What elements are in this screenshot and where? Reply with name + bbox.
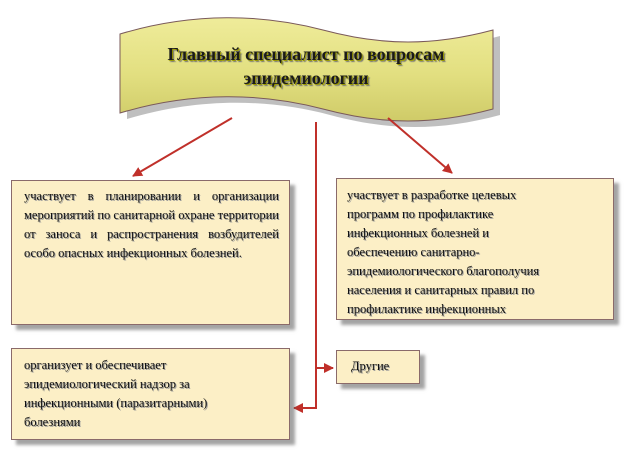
programs-box <box>336 178 614 320</box>
programs-line: населения и санитарных правил по <box>347 283 535 297</box>
title-line-2: эпидемиологии <box>243 68 369 88</box>
other-box <box>336 350 420 384</box>
programs-line: эпидемиологического благополучия <box>347 264 540 278</box>
surveillance-line: организует и обеспечивает <box>24 358 167 372</box>
programs-line: профилактике инфекционных <box>347 302 507 316</box>
surveillance-line: эпидемиологический надзор за <box>24 377 190 391</box>
programs-line: обеспечению санитарно- <box>347 245 480 259</box>
programs-line: инфекционных болезней и <box>347 226 489 240</box>
surveillance-box <box>11 348 290 440</box>
programs-line: программ по профилактике <box>347 207 494 221</box>
surveillance-line: болезнями <box>24 415 81 429</box>
connector-to-planning <box>133 118 232 176</box>
planning-box <box>11 180 290 325</box>
surveillance-line: инфекционными (паразитарными) <box>24 396 208 410</box>
title-line-1: Главный специалист по вопросам <box>167 44 445 64</box>
programs-line: участвует в разработке целевых <box>347 188 517 202</box>
connector-to-surveillance <box>294 122 316 408</box>
planning-text: участвует в планировании и организации мероприятий по санитарной охране территории от заноса и распространения возбудителей особо опасных инфекционных болезней. <box>24 189 279 260</box>
other-text: Другие <box>351 359 390 373</box>
title-label <box>118 42 494 90</box>
